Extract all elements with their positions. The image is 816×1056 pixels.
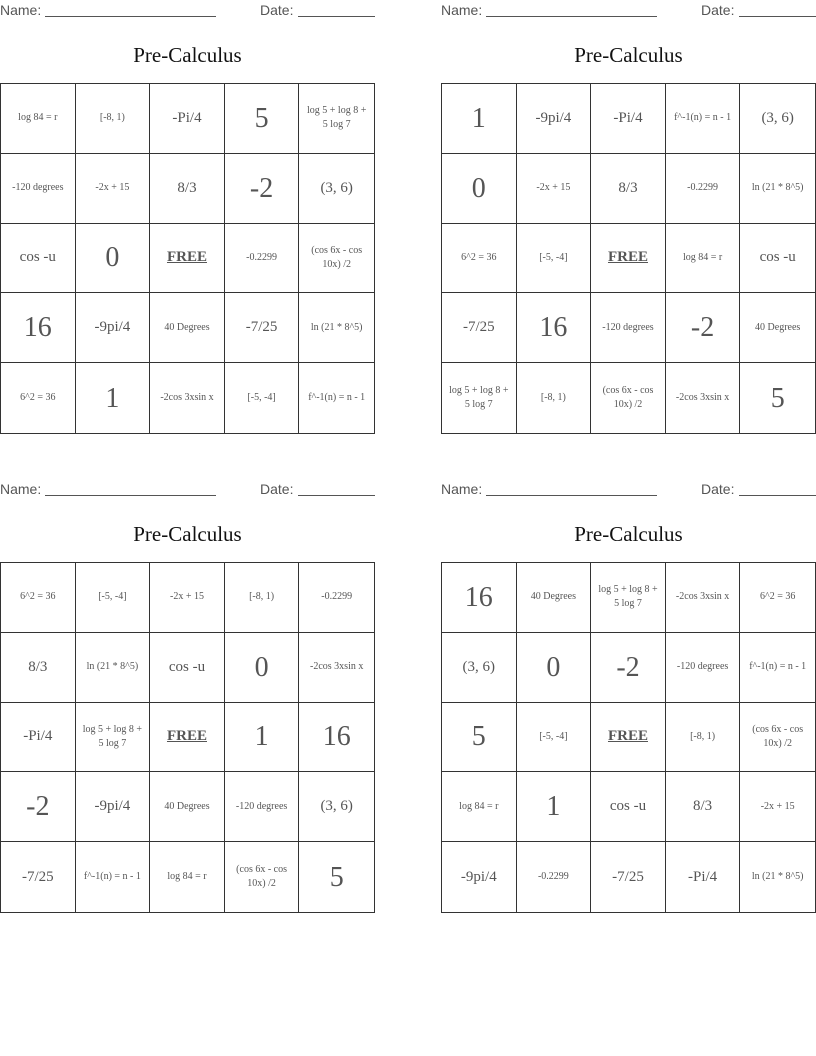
name-label: Name: xyxy=(441,481,483,497)
bingo-cell: -2 xyxy=(666,293,741,363)
bingo-cell: log 84 = r xyxy=(666,224,741,294)
bingo-cell: -0.2299 xyxy=(517,842,592,912)
name-label: Name: xyxy=(0,2,42,18)
bingo-cell: log 5 + log 8 + 5 log 7 xyxy=(591,563,666,633)
bingo-cell: 1 xyxy=(442,84,517,154)
bingo-cell: log 84 = r xyxy=(1,84,76,154)
bingo-grid xyxy=(0,83,375,434)
bingo-cell: 40 Degrees xyxy=(740,293,815,363)
bingo-cell: f^-1(n) = n - 1 xyxy=(76,842,151,912)
bingo-cell: -0.2299 xyxy=(225,224,300,294)
bingo-cell: -2x + 15 xyxy=(740,772,815,842)
bingo-cell: [-8, 1) xyxy=(76,84,151,154)
bingo-cell: -9pi/4 xyxy=(76,772,151,842)
bingo-cell: -9pi/4 xyxy=(442,842,517,912)
bingo-card-3 xyxy=(0,479,375,893)
bingo-cell: 1 xyxy=(76,363,151,433)
bingo-cell: -2 xyxy=(225,154,300,224)
bingo-cell: -Pi/4 xyxy=(591,84,666,154)
name-blank xyxy=(486,16,657,17)
name-label: Name: xyxy=(441,2,483,18)
bingo-cell: 40 Degrees xyxy=(517,563,592,633)
bingo-cell: 0 xyxy=(517,633,592,703)
bingo-cell: -2x + 15 xyxy=(517,154,592,224)
bingo-cell: cos -u xyxy=(1,224,76,294)
bingo-cell: (3, 6) xyxy=(442,633,517,703)
bingo-cell: 6^2 = 36 xyxy=(1,363,76,433)
bingo-cell: 5 xyxy=(329,861,344,893)
bingo-cell: -Pi/4 xyxy=(666,842,741,912)
bingo-cell: -7/25 xyxy=(225,293,300,363)
bingo-cell: -2cos 3xsin x xyxy=(150,363,225,433)
bingo-cell: 40 Degrees xyxy=(150,772,225,842)
bingo-cell: 5 xyxy=(225,84,300,154)
free-space: FREE xyxy=(150,224,225,294)
bingo-cell: -120 degrees xyxy=(1,154,76,224)
name-blank xyxy=(45,495,216,496)
bingo-cell: -120 degrees xyxy=(591,293,666,363)
free-space: FREE xyxy=(591,703,666,773)
free-space: FREE xyxy=(150,703,225,773)
card-title: Pre-Calculus xyxy=(133,43,242,67)
bingo-cell: 8/3 xyxy=(1,633,76,703)
date-blank xyxy=(298,16,375,17)
bingo-cell: 5 xyxy=(770,382,785,414)
bingo-cell: f^-1(n) = n - 1 xyxy=(740,633,815,703)
bingo-cell: [-8, 1) xyxy=(517,363,592,433)
bingo-cell: 40 Degrees xyxy=(150,293,225,363)
bingo-cell: 16 xyxy=(1,293,76,363)
bingo-cell: [-8, 1) xyxy=(225,563,300,633)
card-title: Pre-Calculus xyxy=(574,43,683,67)
bingo-cell: (3, 6) xyxy=(299,154,374,224)
bingo-grid xyxy=(441,83,816,434)
bingo-cell: cos -u xyxy=(150,633,225,703)
bingo-cell: 6^2 = 36 xyxy=(740,563,815,633)
name-blank xyxy=(45,16,216,17)
bingo-cell: log 84 = r xyxy=(150,842,225,912)
date-label: Date: xyxy=(260,2,294,18)
date-label: Date: xyxy=(701,2,735,18)
bingo-cell: -7/25 xyxy=(1,842,76,912)
bingo-cell: -2cos 3xsin x xyxy=(666,363,741,433)
date-blank xyxy=(298,495,375,496)
name-blank xyxy=(486,495,657,496)
bingo-cell: (cos 6x - cos 10x) /2 xyxy=(225,842,300,912)
bingo-cell: [-5, -4] xyxy=(225,363,300,433)
bingo-cell: [-8, 1) xyxy=(666,703,741,773)
bingo-cell: f^-1(n) = n - 1 xyxy=(666,84,741,154)
bingo-cell: -0.2299 xyxy=(299,563,374,633)
name-label: Name: xyxy=(0,481,42,497)
bingo-card-4 xyxy=(441,479,816,885)
date-label: Date: xyxy=(260,481,294,497)
bingo-cell: log 5 + log 8 + 5 log 7 xyxy=(299,84,374,154)
bingo-cell: 6^2 = 36 xyxy=(442,224,517,294)
bingo-cell: [-5, -4] xyxy=(76,563,151,633)
bingo-cell: cos -u xyxy=(740,224,815,294)
free-space: FREE xyxy=(591,224,666,294)
bingo-cell: ln (21 * 8^5) xyxy=(751,871,804,883)
bingo-cell: 1 xyxy=(225,703,300,773)
bingo-cell: 8/3 xyxy=(591,154,666,224)
bingo-cell: f^-1(n) = n - 1 xyxy=(308,392,366,404)
bingo-cell: ln (21 * 8^5) xyxy=(76,633,151,703)
bingo-card-1 xyxy=(0,0,375,414)
bingo-cell: (cos 6x - cos 10x) /2 xyxy=(740,703,815,773)
bingo-cell: -2cos 3xsin x xyxy=(666,563,741,633)
bingo-cell: 5 xyxy=(442,703,517,773)
bingo-cell: -2cos 3xsin x xyxy=(299,633,374,703)
card-header xyxy=(0,0,375,24)
bingo-cell: 16 xyxy=(517,293,592,363)
card-header xyxy=(441,0,816,24)
bingo-cell: 6^2 = 36 xyxy=(1,563,76,633)
bingo-cell: (cos 6x - cos 10x) /2 xyxy=(299,224,374,294)
bingo-cell: -120 degrees xyxy=(225,772,300,842)
bingo-cell: -7/25 xyxy=(591,842,666,912)
bingo-cell: cos -u xyxy=(591,772,666,842)
bingo-cell: log 5 + log 8 + 5 log 7 xyxy=(76,703,151,773)
bingo-cell: 0 xyxy=(76,224,151,294)
bingo-cell: ln (21 * 8^5) xyxy=(740,154,815,224)
card-title: Pre-Calculus xyxy=(133,522,242,546)
bingo-cell: -9pi/4 xyxy=(76,293,151,363)
card-title: Pre-Calculus xyxy=(574,522,683,546)
bingo-cell: ln (21 * 8^5) xyxy=(299,293,374,363)
card-header xyxy=(441,479,816,503)
bingo-grid xyxy=(441,562,816,913)
bingo-cell: -2x + 15 xyxy=(76,154,151,224)
bingo-cell: (3, 6) xyxy=(299,772,374,842)
bingo-cell: [-5, -4] xyxy=(517,703,592,773)
bingo-cell: -120 degrees xyxy=(666,633,741,703)
date-blank xyxy=(739,495,816,496)
bingo-cell: 16 xyxy=(299,703,374,773)
bingo-cell: log 84 = r xyxy=(442,772,517,842)
bingo-cell: -9pi/4 xyxy=(517,84,592,154)
bingo-cell: -7/25 xyxy=(442,293,517,363)
bingo-cell: -2 xyxy=(591,633,666,703)
bingo-cell: -Pi/4 xyxy=(1,703,76,773)
bingo-cell: -Pi/4 xyxy=(150,84,225,154)
bingo-cell: 0 xyxy=(225,633,300,703)
bingo-cell: [-5, -4] xyxy=(517,224,592,294)
bingo-card-2 xyxy=(441,0,816,414)
bingo-cell: 16 xyxy=(442,563,517,633)
bingo-cell: (3, 6) xyxy=(740,84,815,154)
bingo-cell: 1 xyxy=(517,772,592,842)
date-label: Date: xyxy=(701,481,735,497)
card-header xyxy=(0,479,375,503)
bingo-cell: (cos 6x - cos 10x) /2 xyxy=(591,363,666,433)
bingo-cell: 8/3 xyxy=(666,772,741,842)
bingo-grid xyxy=(0,562,375,913)
bingo-cell: 8/3 xyxy=(150,154,225,224)
bingo-cell: -2x + 15 xyxy=(150,563,225,633)
bingo-cell: -0.2299 xyxy=(666,154,741,224)
bingo-cell: log 5 + log 8 + 5 log 7 xyxy=(442,363,517,433)
bingo-cell: 0 xyxy=(442,154,517,224)
bingo-cell: -2 xyxy=(1,772,76,842)
date-blank xyxy=(739,16,816,17)
